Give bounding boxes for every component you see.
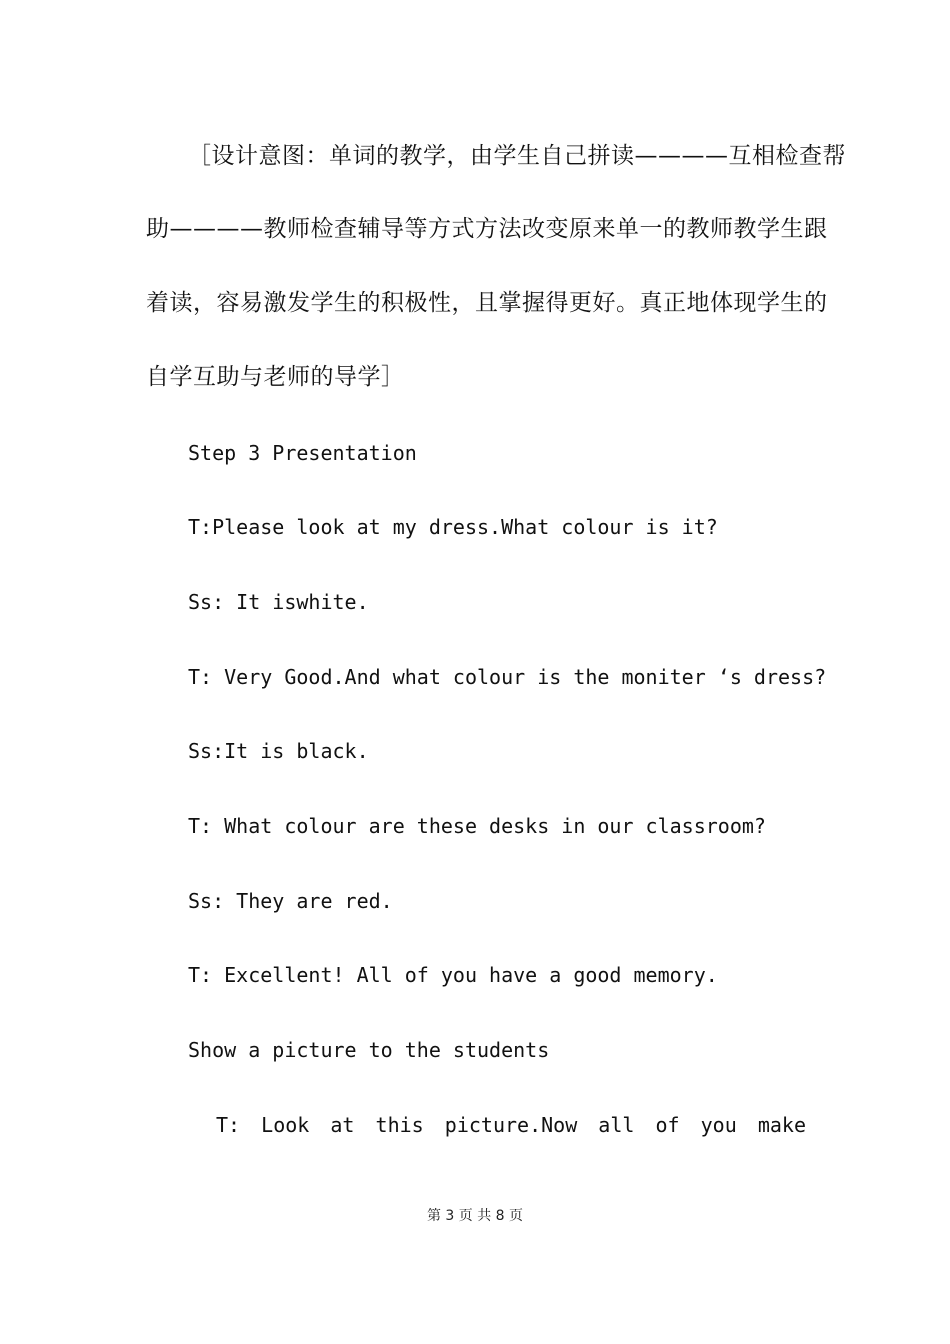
design-note-line-3: 着读，容易激发学生的积极性，且掌握得更好。真正地体现学生的 [146,290,828,316]
dialogue-line: T: Excellent! All of you have a good memory. [188,963,718,987]
word: T: [216,1113,241,1137]
page-number-footer: 第 3 页 共 8 页 [426,1208,524,1224]
word: Look [261,1113,310,1137]
word: you [700,1113,737,1137]
dialogue-line: Ss: They are red. [188,889,393,913]
dialogue-line: T: Very Good.And what colour is the moniter ‘s dress? [188,665,827,689]
dialogue-line: Ss:It is black. [188,739,369,763]
word: picture.Now [444,1113,578,1137]
word: at [330,1113,355,1137]
dialogue-last-line [216,1110,806,1140]
dialogue-line: Show a picture to the students [188,1038,550,1062]
dialogue-line: T:Please look at my dress.What colour is it? [188,515,718,539]
dialogue-line: Ss: It iswhite. [188,590,369,614]
word: this [375,1113,424,1137]
design-note-line-1: ［设计意图：单词的教学，由学生自己拼读————互相检查帮 [188,143,846,169]
dialogue-line: T: What colour are these desks in our classroom? [188,814,766,838]
step-heading: Step 3 Presentation [188,441,417,465]
word: of [655,1113,680,1137]
design-note-line-2: 助————教师检查辅导等方式方法改变原来单一的教师教学生跟 [146,216,828,242]
word: make [757,1113,806,1137]
word: all [598,1113,635,1137]
design-note-line-4: 自学互助与老师的导学］ [146,364,405,390]
